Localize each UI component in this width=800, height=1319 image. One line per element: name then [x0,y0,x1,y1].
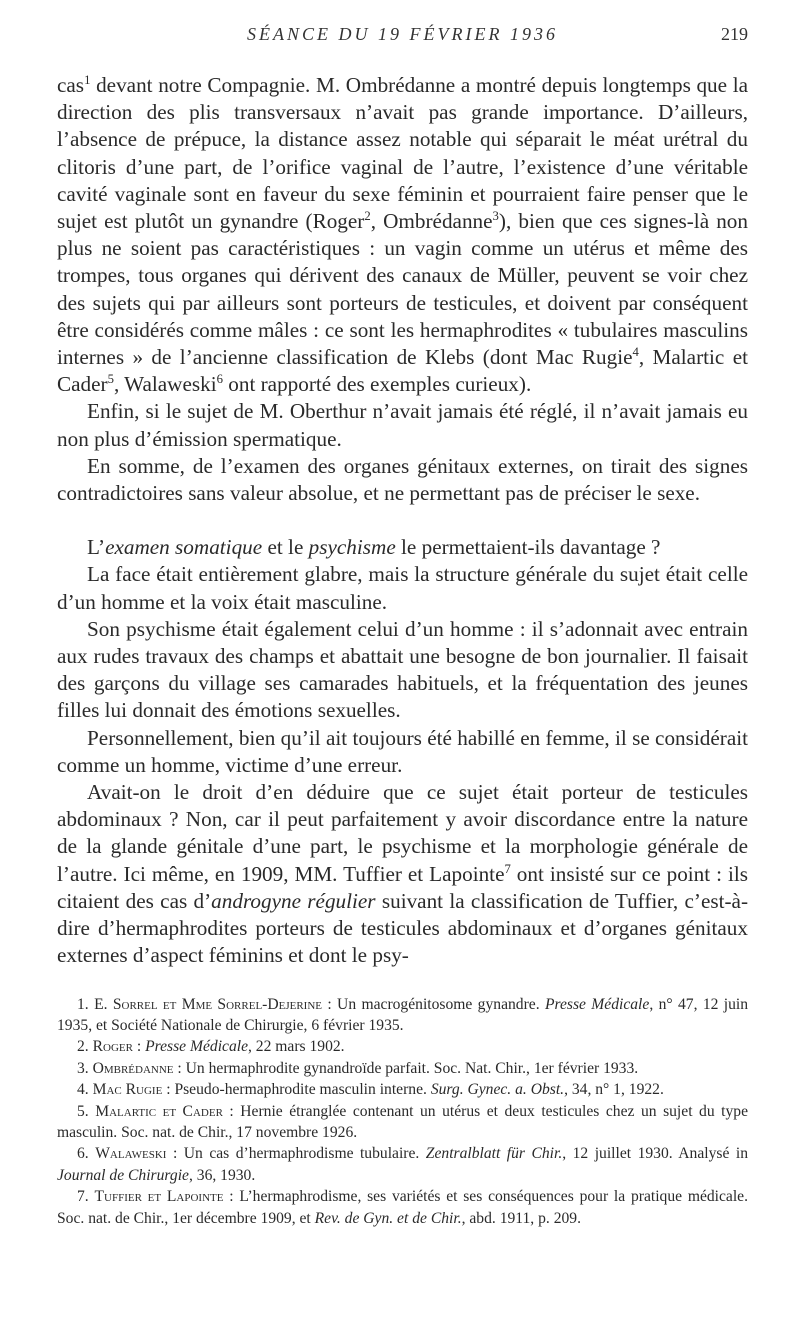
footnote-journal: Rev. de Gyn. et de Chir. [314,1209,462,1227]
page-header [57,0,748,60]
paragraph-6: Son psychisme était également celui d’un homme : il s’adonnait avec entrain aux rudes travaux des champs et abattait une besogne de bon journalier. Il faisait des garçons du village ses camarades habituels, et la fréquentation des jeunes filles lui donnait des émotions sexuelles. [57,616,748,723]
footnote-text: : Un macrogénitosome gynandre. [322,995,545,1013]
footnote-number: 1. [77,995,95,1013]
footnote-text: : Un cas d’hermaphrodisme tubulaire. [166,1145,426,1163]
footnote-number: 7. [77,1188,95,1206]
footnote-author: Mac Rugie [92,1081,163,1099]
footnote-journal: Zentralblatt für Chir. [425,1145,563,1163]
footnote-text: , 36, 1930. [188,1166,256,1184]
footnote-5 [57,1101,748,1144]
paragraph-4 [57,534,748,561]
body-text [57,72,748,970]
footnote-author: Malartic et Cader [95,1102,223,1120]
italic-run: examen somatique [105,535,263,560]
italic-run: psychisme [308,535,396,560]
footnote-2 [57,1036,748,1057]
footnote-1 [57,994,748,1037]
footnote-text: : L’hermaphrodisme, ses variétés et ses conséquences pour la pratique médicale. Soc. nat. de Chir., 1er décembre 1909, et [57,1188,749,1227]
footnote-4 [57,1079,748,1100]
footnote-number: 2. [77,1038,93,1056]
footnote-number: 4. [77,1081,93,1099]
footnote-author: Walaweski [95,1145,167,1163]
footnote-number: 5. [77,1102,96,1120]
footnote-ref-2: 2 [364,208,371,223]
footnote-7 [57,1186,748,1229]
footnote-ref-5: 5 [107,372,114,387]
text-run: , Malartic et Cader [57,345,748,397]
text-run: ont insisté sur ce point : ils citaient des cas d’ [57,861,748,913]
footnote-3 [57,1058,748,1079]
paragraph-8 [57,779,748,969]
text-run: Avait-on le droit d’en déduire que ce sujet était porteur de testicules abdominaux ? Non, car il peut parfaitement y avoir discordance entre la nature de la glande génitale d’une part, le psychisme et la morphologie générale de l’autre. Ici même, en 1909, MM. Tuffier et Lapointe [57,780,748,886]
page-number: 219 [721,24,748,44]
footnote-text: , 22 mars 1902. [248,1038,345,1056]
footnote-author: E. Sorrel et Mme Sorrel-Dejerine [94,995,323,1013]
footnote-6 [57,1143,748,1186]
text-run: le permettaient-ils davantage ? [395,535,661,560]
footnote-ref-4: 4 [632,344,639,359]
footnote-text: , abd. 1911, p. 209. [461,1209,581,1227]
text-run: L’ [87,535,106,560]
footnote-text: : Un hermaphrodite gynandroïde parfait. Soc. Nat. Chir., 1er février 1933. [173,1059,639,1077]
footnote-number: 6. [77,1145,96,1163]
footnote-author: Tuffier et Lapointe [94,1188,224,1206]
footnote-text: : [132,1038,146,1056]
italic-run: androgyne régulier [211,888,376,913]
footnote-text: : Hernie étranglée contenant un utérus et deux testicules chez un sujet du type masculin. Soc. nat. de Chir., 17 novembre 1926. [57,1102,748,1141]
footnote-ref-3: 3 [492,208,499,223]
text-run: ont rapporté des exemples curieux). [222,372,532,397]
footnote-author: Ombrédanne [92,1059,174,1077]
footnote-journal: Presse Médicale [544,995,650,1013]
footnote-journal: Surg. Gynec. a. Obst. [430,1081,565,1099]
text-run: suivant la classification de Tuffier, c’est-à-dire d’hermaphrodites porteurs de testicules abdominaux et d’organes génitaux externes d’aspect féminins et dont le psy- [57,888,749,968]
footnote-journal: Journal de Chirurgie [57,1166,189,1184]
footnote-author: Roger [92,1038,133,1056]
footnote-ref-1: 1 [84,72,91,87]
footnote-text: , 34, n° 1, 1922. [564,1081,664,1099]
paragraph-5: La face était entièrement glabre, mais la structure générale du sujet était celle d’un homme et la voix était masculine. [57,562,748,614]
footnote-ref-6: 6 [216,372,223,387]
text-run: et le [262,535,309,560]
footnotes [57,994,748,1229]
paragraph-3: En somme, de l’examen des organes génitaux externes, on tirait des signes contradictoires sans valeur absolue, et ne permettant pas de préciser le sexe. [57,453,748,506]
text-run: ), bien que ces signes-là non plus ne soient pas caractéristiques : un vagin comme un utérus et même des trompes, tous organes qui dérivent des canaux de Müller, peuvent se voir chez des sujets qui par ailleurs sont porteurs de testicules, et doivent par conséquent être considérés comme mâles : ce sont les hermaphrodites « tubulaires masculins internes » de l’ancienne classification de Klebs (dont Mac Rugie [57,209,748,370]
text-run: , Ombrédanne [370,209,493,234]
paragraph-2: Enfin, si le sujet de M. Oberthur n’avait jamais été réglé, il n’avait jamais eu non plus d’émission spermatique. [57,399,748,451]
footnote-journal: Presse Médicale [145,1038,248,1056]
text-run: devant notre Compagnie. M. Ombrédanne a montré depuis longtemps que la direction des plis transversaux n’avait pas grande importance. D’ailleurs, l’absence de prépuce, la distance assez notable qui séparait le méat urétral du clitoris d’une part, de l’orifice vaginal de l’autre, l’existence d’une véritable cavité vaginale sont en faveur du sexe féminin et pourraient faire penser que le sujet est plutôt un gynandre (Roger [57,73,748,234]
paragraph-1 [57,72,748,398]
running-title: SÉANCE DU 19 FÉVRIER 1936 [247,24,558,44]
footnote-text: , 12 juillet 1930. Analysé in [562,1145,748,1163]
text-run: , Walaweski [113,372,217,397]
footnote-ref-7: 7 [504,861,511,876]
paragraph-7: Personnellement, bien qu’il ait toujours été habillé en femme, il se considérait comme un homme, victime d’une erreur. [57,725,748,777]
footnote-text: : Pseudo-hermaphrodite masculin interne. [162,1081,431,1099]
footnote-text: , n° 47, 12 juin 1935, et Société Nationale de Chirurgie, 6 février 1935. [57,995,749,1034]
text-run: cas [57,73,85,97]
footnote-number: 3. [77,1059,93,1077]
